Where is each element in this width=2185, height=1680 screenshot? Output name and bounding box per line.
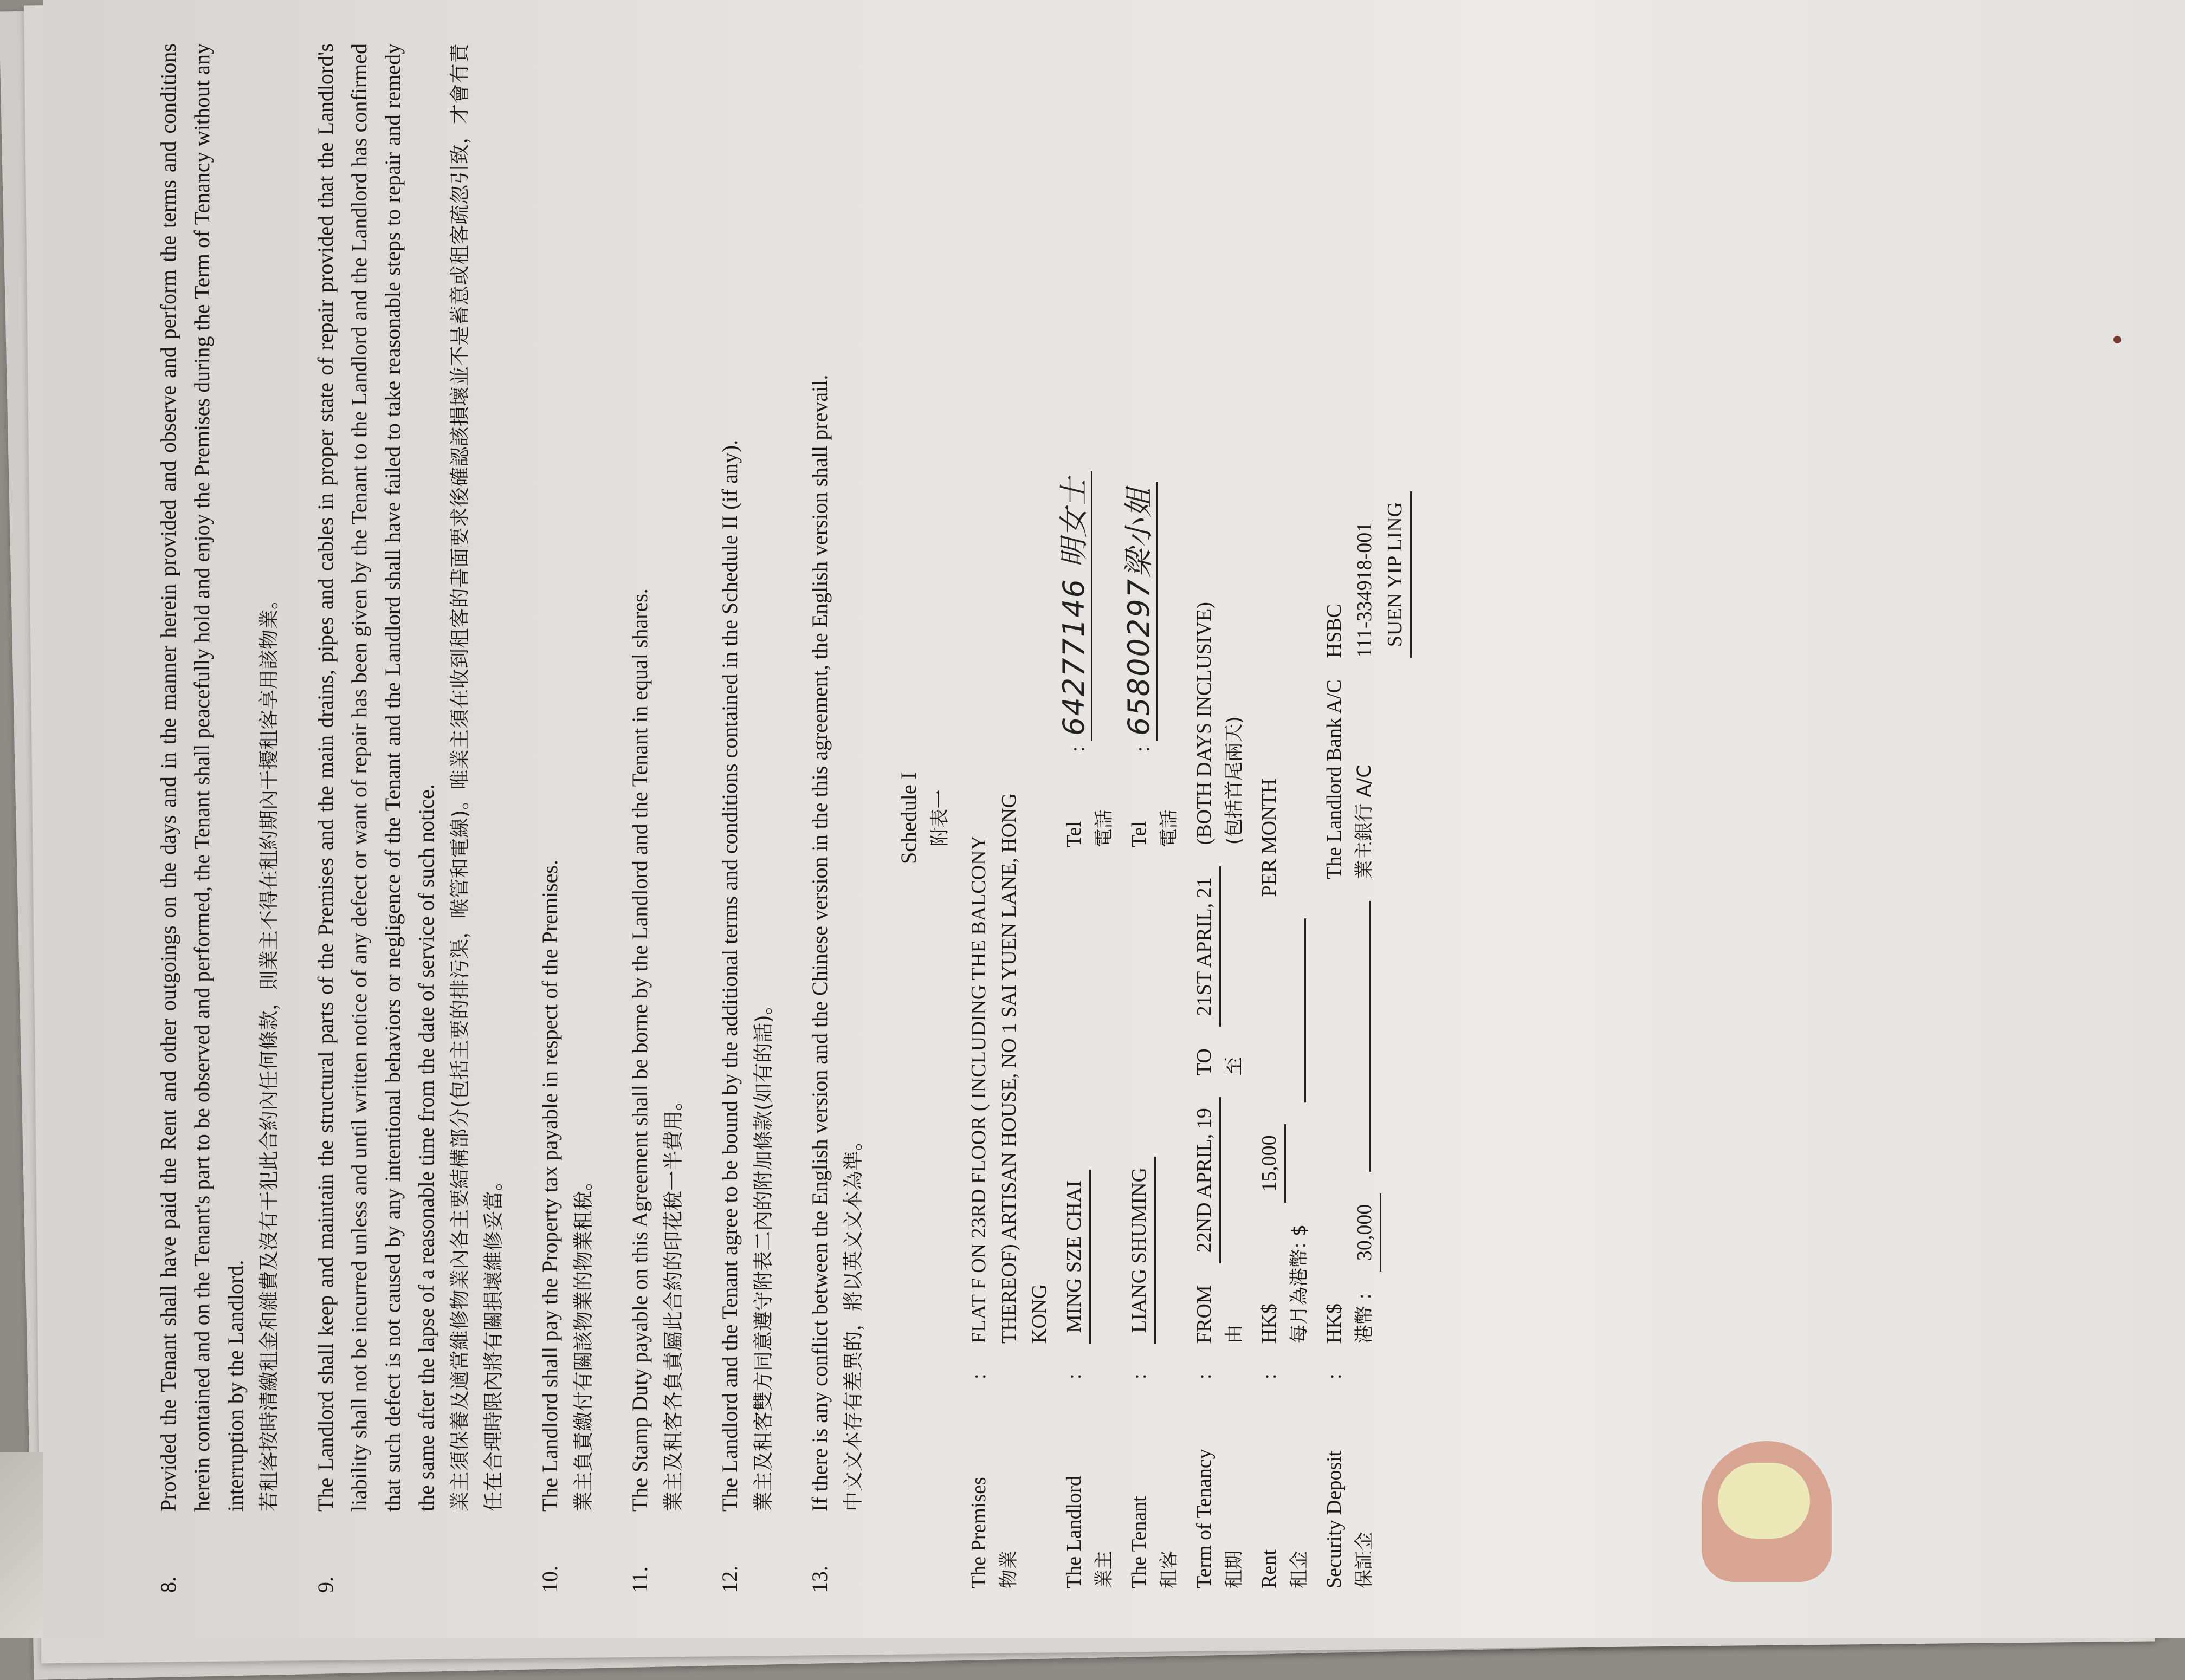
term-note: (BOTH DAYS INCLUSIVE) bbox=[1193, 602, 1216, 845]
deposit-values bbox=[1319, 48, 1412, 1344]
clause-chinese: 業主須保養及適當維修物業內各主要結構部分(包括主要的排污渠，喉管和電線)。唯業主須在收到租客的書面要求後確認該損壞並不是蓄意或租客疏忽引致，才會有責任在合理時限內將有關損壞維修妥當。 bbox=[448, 43, 505, 1512]
landlord-tel-label-zh: 電話 bbox=[1094, 809, 1115, 847]
clause-list bbox=[152, 43, 870, 1593]
row-term: Term of Tenancy 租期 : FROM 由 22ND APRIL, 19 TO 至 21ST APRIL, 21 (BOTH DAYS INCLUSIVE) (包括首尾兩天) bbox=[1187, 43, 1252, 1593]
deposit-currency-zh: 港幣 : bbox=[1354, 1293, 1375, 1344]
bank-account: 111-334918-001 bbox=[1353, 522, 1376, 658]
clause-number: 11. bbox=[628, 1566, 652, 1593]
thumbnail-nail bbox=[1718, 1463, 1810, 1539]
term-label-zh: 租期 bbox=[1224, 1550, 1245, 1588]
clause-13 bbox=[803, 43, 870, 1593]
row-deposit: Security Deposit 保証金 : HK$ 港幣 : 30,000 The Landlord Bank A/C 業主銀行 A/C HSBC 111-334918-001 SUEN YIP LING bbox=[1317, 43, 1414, 1593]
deposit-label: Security Deposit bbox=[1323, 1450, 1346, 1588]
bank-label: The Landlord Bank A/C bbox=[1323, 679, 1346, 879]
row-rent: Rent 租金 : HK$ 每月為港幣: $ 15,000 PER MONTH bbox=[1252, 43, 1317, 1593]
clause-number: 12. bbox=[717, 1566, 742, 1593]
tenant-label: The Tenant bbox=[1128, 1496, 1150, 1588]
rent-currency-zh: 每月為港幣: $ bbox=[1289, 1224, 1310, 1344]
account-holder: SUEN YIP LING bbox=[1380, 491, 1412, 658]
tenant-label-zh: 租客 bbox=[1159, 1550, 1180, 1588]
clause-chinese: 中文文本存有差異的，將以英文文本為準。 bbox=[842, 1131, 865, 1512]
clause-number: 9. bbox=[313, 1577, 338, 1593]
clause-english: If there is any conflict between the English version and the Chinese version in the this agreement, the English version shall prevail. bbox=[807, 374, 832, 1512]
clause-chinese: 業主及租客雙方同意遵守附表二內的附加條款(如有的話)。 bbox=[752, 995, 775, 1512]
row-landlord: The Landlord 業主 : MING SZE CHAI Tel 電話 : 64277146 明女士 bbox=[1057, 43, 1122, 1593]
clause-english: The Landlord and the Tenant agree to be bound by the additional terms and conditions contained in the Schedule II (if any). bbox=[717, 439, 742, 1512]
schedule-title-en: Schedule I bbox=[896, 772, 921, 864]
to-label-zh: 至 bbox=[1224, 1056, 1245, 1076]
to-label: TO bbox=[1193, 1048, 1216, 1076]
rent-currency: HK$ bbox=[1258, 1303, 1281, 1344]
term-label: Term of Tenancy bbox=[1193, 1449, 1216, 1588]
clause-chinese: 業主負責繳付有關該物業的物業租稅。 bbox=[572, 1171, 595, 1512]
clause-chinese: 業主及租客各負責屬此合約的印花稅一半費用。 bbox=[662, 1091, 685, 1512]
rent-amount: 15,000 bbox=[1254, 1124, 1286, 1203]
clause-9 bbox=[309, 43, 510, 1593]
term-values bbox=[1189, 48, 1250, 1344]
agreement-text bbox=[152, 43, 2157, 1593]
clause-8 bbox=[152, 43, 286, 1593]
landlord-label-zh: 業主 bbox=[1094, 1550, 1115, 1588]
from-label: FROM bbox=[1193, 1285, 1216, 1344]
tenant-tel-value: 65800297梁小姐 bbox=[1122, 482, 1158, 741]
rent-period: PER MONTH bbox=[1258, 778, 1281, 897]
term-note-zh: (包括首尾兩天) bbox=[1224, 716, 1245, 845]
from-label-zh: 由 bbox=[1224, 1324, 1245, 1344]
clause-11 bbox=[623, 43, 690, 1593]
clause-number: 13. bbox=[807, 1566, 832, 1593]
clause-english: The Stamp Duty payable on this Agreement shall be borne by the Landlord and the Tenant in equal shares. bbox=[628, 588, 652, 1512]
tenant-tel-label-zh: 電話 bbox=[1159, 809, 1180, 847]
clause-number: 8. bbox=[156, 1577, 180, 1593]
landlord-name: MING SZE CHAI bbox=[1059, 1170, 1091, 1344]
clause-english: The Landlord shall pay the Property tax payable in respect of the Premises. bbox=[538, 860, 562, 1512]
from-date: 22ND APRIL, 19 bbox=[1189, 1097, 1221, 1263]
rent-values bbox=[1254, 48, 1315, 1344]
row-tenant: The Tenant 租客 : LIANG SHUMING Tel 電話 : 65800297梁小姐 bbox=[1122, 43, 1187, 1593]
deposit-blank-line bbox=[1369, 901, 1371, 1172]
bank-label-zh: 業主銀行 A/C bbox=[1354, 764, 1375, 879]
schedule-title-zh: 附表一 bbox=[929, 789, 951, 847]
tenant-name: LIANG SHUMING bbox=[1124, 1157, 1156, 1344]
deposit-label-zh: 保証金 bbox=[1354, 1531, 1375, 1588]
bank-name: HSBC bbox=[1323, 604, 1346, 658]
schedule-title bbox=[893, 43, 956, 1593]
landlord-label: The Landlord bbox=[1063, 1476, 1085, 1588]
deposit-currency: HK$ bbox=[1323, 1303, 1346, 1344]
clause-chinese: 若租客按時清繳租金和雜費及沒有干犯此合約內任何條款，則業主不得在租約期內干擾租客享用該物業。 bbox=[257, 589, 281, 1512]
clause-english: The Landlord shall keep and maintain the structural parts of the Premises and the main drains, pipes and cables in proper state of repair provided that the Landlord's liability shall not be incurred unless and until written notice of any defect or want of repair has been given by the Tenant to the Landlord and the Landlord has confirmed that such defect is not caused by any intentional behaviors or negligence of the Tenant and the Landlord shall have failed to take reasonable steps to repair and remedy the same after the lapse of a reasonable time from the date of service of such notice. bbox=[313, 43, 438, 1512]
clause-number: 10. bbox=[538, 1566, 562, 1593]
landlord-tel-value: 64277146 明女士 bbox=[1057, 471, 1092, 741]
clause-12 bbox=[713, 43, 780, 1593]
rent-label-zh: 租金 bbox=[1289, 1550, 1310, 1588]
premises-label: The Premises bbox=[967, 1477, 990, 1588]
landlord-tel-label: Tel bbox=[1063, 821, 1085, 847]
clause-english: Provided the Tenant shall have paid the Rent and other outgoings on the days and in the manner herein provided and observe and perform the terms and conditions herein contained and on the Tenant's part to be observed and performed, the Tenant shall peacefully hold and enjoy the Premises during the Term of Tenancy without any interruption by the Landlord. bbox=[156, 43, 248, 1512]
to-date: 21ST APRIL, 21 bbox=[1189, 866, 1221, 1027]
premises-label-zh: 物業 bbox=[998, 1550, 1020, 1588]
tenant-tel-label: Tel bbox=[1128, 821, 1150, 847]
clause-10 bbox=[533, 43, 600, 1593]
rent-blank-line bbox=[1304, 918, 1306, 1102]
row-premises: The Premises 物業 : FLAT F ON 23RD FLOOR ( INCLUDING THE BALCONY THEREOF) ARTISAN HOUSE, NO 1 SAI YUEN LANE, HONG KONG bbox=[961, 43, 1057, 1593]
schedule-table bbox=[961, 43, 1414, 1593]
rent-label: Rent bbox=[1258, 1549, 1281, 1588]
premises-value: FLAT F ON 23RD FLOOR ( INCLUDING THE BALCONY THEREOF) ARTISAN HOUSE, NO 1 SAI YUEN LANE, HONG KONG bbox=[967, 793, 1051, 1344]
deposit-amount: 30,000 bbox=[1349, 1193, 1381, 1272]
